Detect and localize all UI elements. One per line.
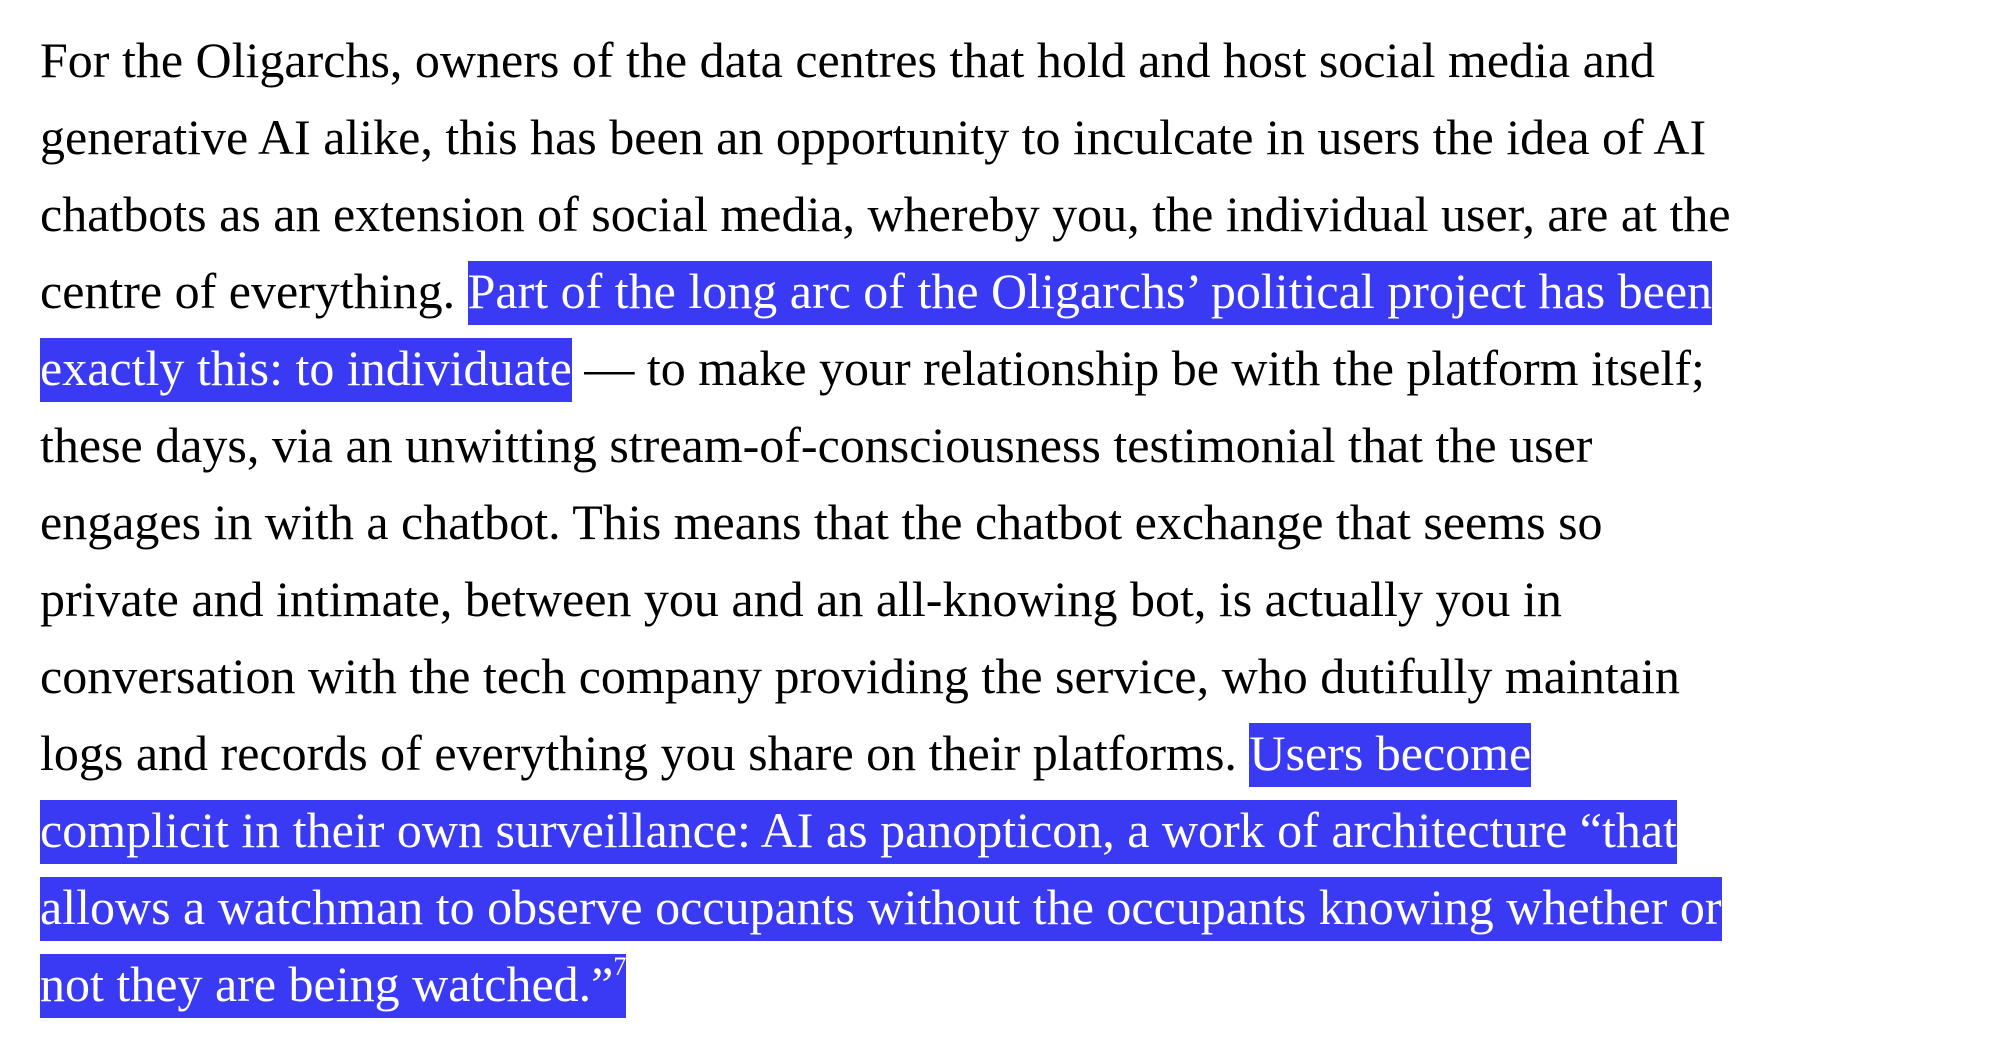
text-segment: For the Oligarchs, owners of the data centres that hold and host social media and xyxy=(40,32,1655,88)
text-line xyxy=(40,105,1980,182)
highlighted-text-content: not they are being watched.” xyxy=(40,956,614,1012)
paragraph xyxy=(40,28,1980,1029)
text-line xyxy=(40,28,1980,105)
text-segment: these days, via an unwitting stream-of-consciousness testimonial that the user xyxy=(40,417,1593,473)
footnote-marker[interactable]: 7 xyxy=(613,952,627,981)
text-line xyxy=(40,798,1980,875)
highlighted-text[interactable]: Users become xyxy=(1249,723,1531,787)
text-line xyxy=(40,259,1980,336)
highlighted-text[interactable]: allows a watchman to observe occupants without the occupants knowing whether or xyxy=(40,877,1722,941)
text-line xyxy=(40,182,1980,259)
text-line xyxy=(40,490,1980,567)
text-line xyxy=(40,875,1980,952)
document-body xyxy=(40,28,1980,1029)
text-line xyxy=(40,413,1980,490)
text-line xyxy=(40,952,1980,1029)
text-segment: — to make your relationship be with the platform itself; xyxy=(571,340,1705,396)
highlighted-text[interactable]: exactly this: to individuate xyxy=(40,338,572,402)
text-segment: generative AI alike, this has been an opportunity to inculcate in users the idea of AI xyxy=(40,109,1707,165)
text-segment: engages in with a chatbot. This means that the chatbot exchange that seems so xyxy=(40,494,1603,550)
text-line xyxy=(40,567,1980,644)
text-segment: logs and records of everything you share on their platforms. xyxy=(40,725,1250,781)
text-line xyxy=(40,721,1980,798)
text-segment: centre of everything. xyxy=(40,263,468,319)
highlighted-text[interactable] xyxy=(40,954,626,1018)
text-line xyxy=(40,336,1980,413)
text-segment: chatbots as an extension of social media, whereby you, the individual user, are at the xyxy=(40,186,1731,242)
text-segment: private and intimate, between you and an all-knowing bot, is actually you in xyxy=(40,571,1562,627)
highlighted-text[interactable]: Part of the long arc of the Oligarchs’ political project has been xyxy=(468,261,1712,325)
text-line xyxy=(40,644,1980,721)
highlighted-text[interactable]: complicit in their own surveillance: AI as panopticon, a work of architecture “that xyxy=(40,800,1677,864)
text-segment: conversation with the tech company providing the service, who dutifully maintain xyxy=(40,648,1680,704)
